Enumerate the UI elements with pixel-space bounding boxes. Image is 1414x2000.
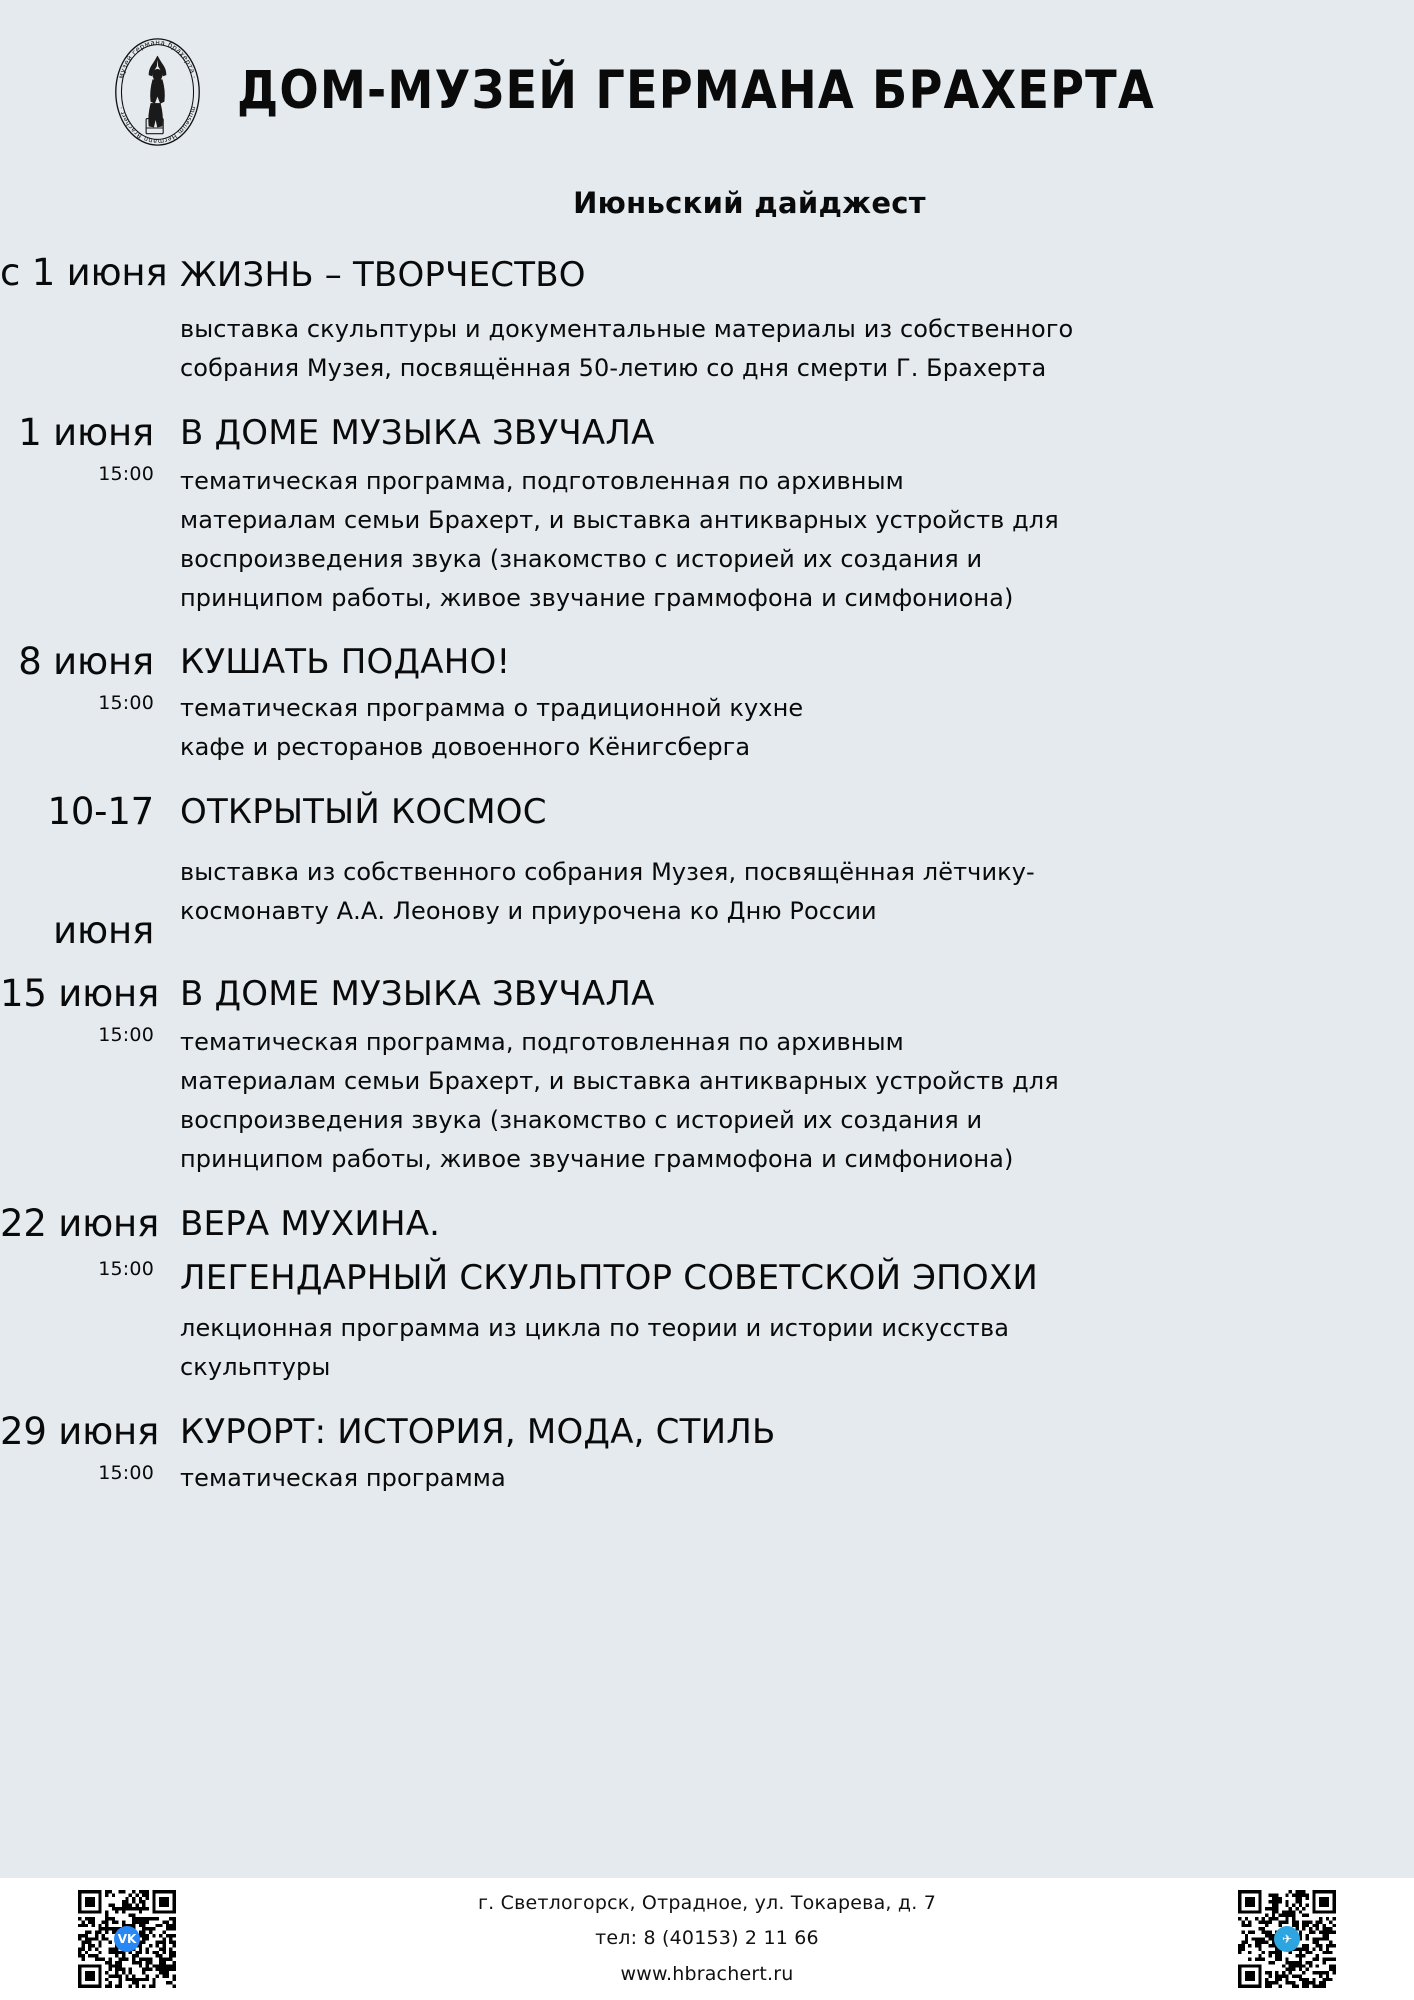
event-description-line: скульптуры: [180, 1352, 331, 1381]
event-title: [180, 414, 1374, 452]
event-date-line: 10-17: [47, 790, 154, 834]
museum-seal-logo: [110, 37, 205, 147]
event-row: [0, 972, 1374, 1179]
event-description-line: материалам семьи Брахерт, и выставка антикварных устройств для: [180, 505, 1059, 534]
event-description-line: тематическая программа: [180, 1463, 506, 1492]
event-title-line: ВЕРА МУХИНА.: [180, 1203, 441, 1244]
event-date-column: [0, 1201, 170, 1280]
event-description-line: выставка скульптуры и документальные материалы из собственного: [180, 315, 1074, 344]
event-description-line: тематическая программа, подготовленная по архивным: [180, 466, 904, 495]
event-description: [180, 1023, 1374, 1179]
event-title: [180, 793, 1374, 831]
event-content: [170, 793, 1374, 931]
event-date-column: [0, 251, 170, 294]
event-description: [180, 689, 1374, 767]
event-description-line: лекционная программа из цикла по теории и истории искусства: [180, 1313, 1010, 1342]
event-description-line: принципом работы, живое звучание граммофона и симфониона): [180, 1144, 1014, 1173]
event-description-line: тематическая программа, подготовленная по архивным: [180, 1028, 904, 1057]
event-date: [0, 1201, 160, 1245]
telegram-icon: ✈: [1274, 1926, 1300, 1952]
event-title-line: КУРОРТ: ИСТОРИЯ, МОДА, СТИЛЬ: [180, 1411, 776, 1452]
event-date: [0, 251, 168, 294]
event-row: [0, 790, 1374, 953]
footer-website[interactable]: www.hbrachert.ru: [620, 1962, 794, 1985]
event-title-line: ЖИЗНЬ – ТВОРЧЕСТВО: [180, 255, 586, 295]
event-description-line: воспроизведения звука (знакомство с историей их создания и: [180, 544, 983, 573]
event-description: [180, 310, 1374, 388]
event-content: [170, 414, 1374, 618]
event-date-line: 8 июня: [18, 640, 154, 684]
event-description: [180, 1309, 1374, 1387]
event-row: [0, 1201, 1374, 1387]
event-title: [180, 975, 1374, 1013]
event-date-column: [0, 410, 170, 485]
event-date-line: 29 июня: [0, 1409, 160, 1453]
event-date-line: 1 июня: [18, 410, 154, 454]
event-description: [180, 462, 1374, 618]
museum-title: ДОМ-МУЗЕЙ ГЕРМАНА БРАХЕРТА: [237, 59, 1155, 121]
event-date: [0, 640, 154, 684]
event-date: [0, 790, 154, 953]
event-date-line: 22 июня: [0, 1201, 160, 1245]
vk-icon: VK: [114, 1926, 140, 1952]
event-title-line: ОТКРЫТЫЙ КОСМОС: [180, 792, 547, 833]
event-title-line: В ДОМЕ МУЗЫКА ЗВУЧАЛА: [180, 412, 655, 453]
event-title-line: В ДОМЕ МУЗЫКА ЗВУЧАЛА: [180, 974, 655, 1015]
event-time: 15:00: [98, 1257, 154, 1280]
event-description: [180, 853, 1374, 931]
event-description: [180, 1459, 1374, 1498]
footer-contacts: [176, 1886, 1238, 1991]
event-title: [180, 1205, 1374, 1297]
event-description-line: собрания Музея, посвящённая 50-летию со дня смерти Г. Брахерта: [180, 353, 1047, 382]
events-list: [0, 251, 1414, 1498]
event-date-line: июня: [53, 909, 154, 953]
event-date-column: [0, 972, 170, 1047]
event-date-column: [0, 640, 170, 715]
event-row: [0, 1409, 1374, 1498]
event-description-line: выставка из собственного собрания Музея, посвящённая лётчику-: [180, 858, 1035, 887]
event-title-line: ЛЕГЕНДАРНЫЙ СКУЛЬПТОР СОВЕТСКОЙ ЭПОХИ: [180, 1257, 1039, 1298]
qr-code-telegram[interactable]: [1238, 1890, 1336, 1988]
event-title: [180, 256, 1374, 294]
qr-code-vk[interactable]: [78, 1890, 176, 1988]
event-content: [170, 643, 1374, 767]
event-row: [0, 640, 1374, 767]
event-description-line: принципом работы, живое звучание граммофона и симфониона): [180, 583, 1014, 612]
event-date: [0, 410, 154, 454]
event-description-line: космонавту А.А. Леонову и приурочена ко Дню России: [180, 897, 877, 926]
event-date-column: [0, 790, 170, 953]
event-content: [170, 975, 1374, 1179]
event-time: 15:00: [98, 1024, 154, 1047]
event-row: [0, 410, 1374, 618]
event-content: [170, 254, 1374, 388]
digest-subtitle: Июньский дайджест: [573, 186, 926, 220]
event-title: [180, 1413, 1374, 1451]
svg-text:музей германа брахерта ·: музей германа брахерта ·: [116, 37, 199, 80]
event-description-line: тематическая программа о традиционной кухне: [180, 694, 804, 723]
event-description-line: кафе и ресторанов довоенного Кёнигсберга: [180, 733, 751, 762]
event-title: [180, 643, 1374, 681]
event-time: 15:00: [98, 692, 154, 715]
event-row: [0, 251, 1374, 388]
page-footer: [0, 1878, 1414, 2000]
event-date-line: 15 июня: [0, 972, 160, 1016]
event-title-line: КУШАТЬ ПОДАНО!: [180, 642, 511, 683]
footer-phone: тел: 8 (40153) 2 11 66: [595, 1927, 819, 1950]
event-content: [170, 1413, 1374, 1498]
event-date: [0, 972, 160, 1016]
event-time: 15:00: [98, 1461, 154, 1484]
event-description-line: воспроизведения звука (знакомство с историей их создания и: [180, 1106, 983, 1135]
event-date-column: [0, 1409, 170, 1484]
footer-address: г. Светлогорск, Отрадное, ул. Токарева, д. 7: [478, 1892, 936, 1915]
event-description-line: материалам семьи Брахерт, и выставка антикварных устройств для: [180, 1067, 1059, 1096]
event-content: [170, 1205, 1374, 1387]
event-time: 15:00: [98, 462, 154, 485]
event-date: [0, 1409, 160, 1453]
svg-text:museum Hermann Brachert ·: museum Hermann Brachert ·: [117, 105, 198, 146]
page-header: [0, 0, 1414, 180]
event-date-line: с 1 июня: [0, 251, 168, 294]
